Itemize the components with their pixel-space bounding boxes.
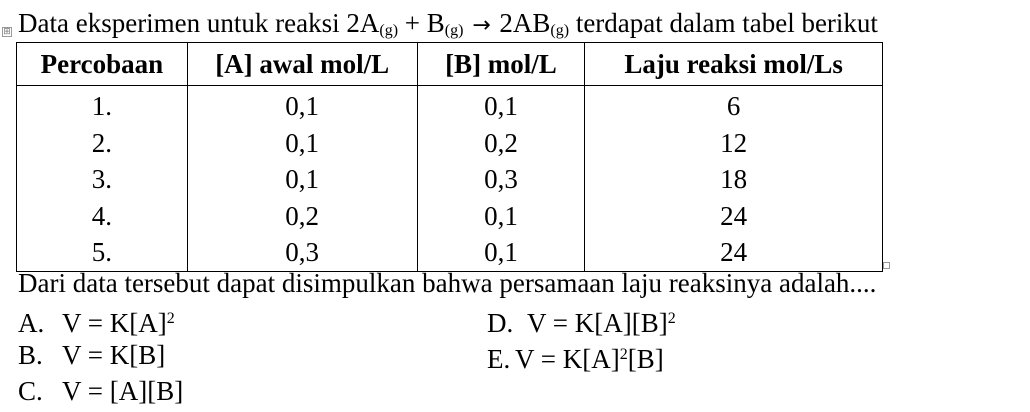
intro-prefix: Data eksperimen untuk reaksi 2A (18, 8, 380, 38)
cell-a: 0,1 (187, 125, 417, 162)
table-resize-handle[interactable] (883, 262, 890, 269)
cell-laju: 6 (585, 86, 883, 125)
cell-b: 0,3 (417, 161, 585, 198)
option-b[interactable] (18, 338, 165, 372)
header-a-awal: [A] awal mol/L (187, 43, 417, 86)
cell-laju: 24 (585, 198, 883, 235)
option-letter: E. (487, 344, 511, 374)
intro-suffix: terdapat dalam tabel berikut (569, 8, 878, 38)
table-move-handle-icon[interactable]: ⊞ (3, 27, 11, 37)
cell-percobaan: 1. (17, 86, 188, 125)
cell-b: 0,1 (417, 234, 585, 271)
option-c[interactable] (18, 374, 183, 408)
intro-plus: + B (398, 8, 445, 38)
option-letter: C. (18, 376, 43, 406)
arrow-icon: → (472, 13, 491, 38)
table-row (17, 125, 883, 162)
cell-b: 0,2 (417, 125, 585, 162)
option-formula-tail: [B] (627, 344, 664, 374)
option-a[interactable] (18, 302, 175, 340)
header-b: [B] mol/L (417, 43, 585, 86)
cell-a: 0,3 (187, 234, 417, 271)
experiment-table (16, 42, 883, 272)
intro-subscript-a: (g) (379, 22, 399, 39)
option-letter: D. (487, 308, 514, 338)
cell-laju: 18 (585, 161, 883, 198)
question-text: Dari data tersebut dapat disimpulkan bahwa persamaan laju reaksinya adalah.... (18, 268, 877, 298)
header-percobaan: Percobaan (17, 43, 188, 86)
intro-product: 2AB (492, 8, 551, 38)
cell-laju: 12 (585, 125, 883, 162)
option-formula: V = K[A][B] (527, 308, 668, 338)
option-letter: A. (18, 308, 45, 338)
cell-a: 0,1 (187, 86, 417, 125)
option-formula: V = K[A] (515, 344, 620, 374)
cell-a: 0,2 (187, 198, 417, 235)
cell-percobaan: 2. (17, 125, 188, 162)
cell-b: 0,1 (417, 86, 585, 125)
intro-subscript-b: (g) (444, 22, 464, 39)
option-exponent: 2 (166, 310, 175, 327)
option-e[interactable] (487, 338, 664, 376)
table-row (17, 86, 883, 125)
option-formula: V = K[B] (62, 340, 166, 370)
option-formula: V = [A][B] (62, 376, 184, 406)
header-laju-reaksi: Laju reaksi mol/Ls (585, 43, 883, 86)
cell-percobaan: 3. (17, 161, 188, 198)
option-formula: V = K[A] (62, 308, 167, 338)
option-letter: B. (18, 340, 43, 370)
option-exponent: 2 (619, 346, 628, 363)
cell-a: 0,1 (187, 161, 417, 198)
intro-subscript-ab: (g) (550, 22, 570, 39)
option-exponent: 2 (667, 310, 676, 327)
cell-percobaan: 4. (17, 198, 188, 235)
cell-b: 0,1 (417, 198, 585, 235)
cell-laju: 24 (585, 234, 883, 271)
table-header-row (17, 43, 883, 86)
table-row (17, 161, 883, 198)
cell-percobaan: 5. (17, 234, 188, 271)
option-d[interactable] (487, 302, 676, 340)
table-row (17, 198, 883, 235)
